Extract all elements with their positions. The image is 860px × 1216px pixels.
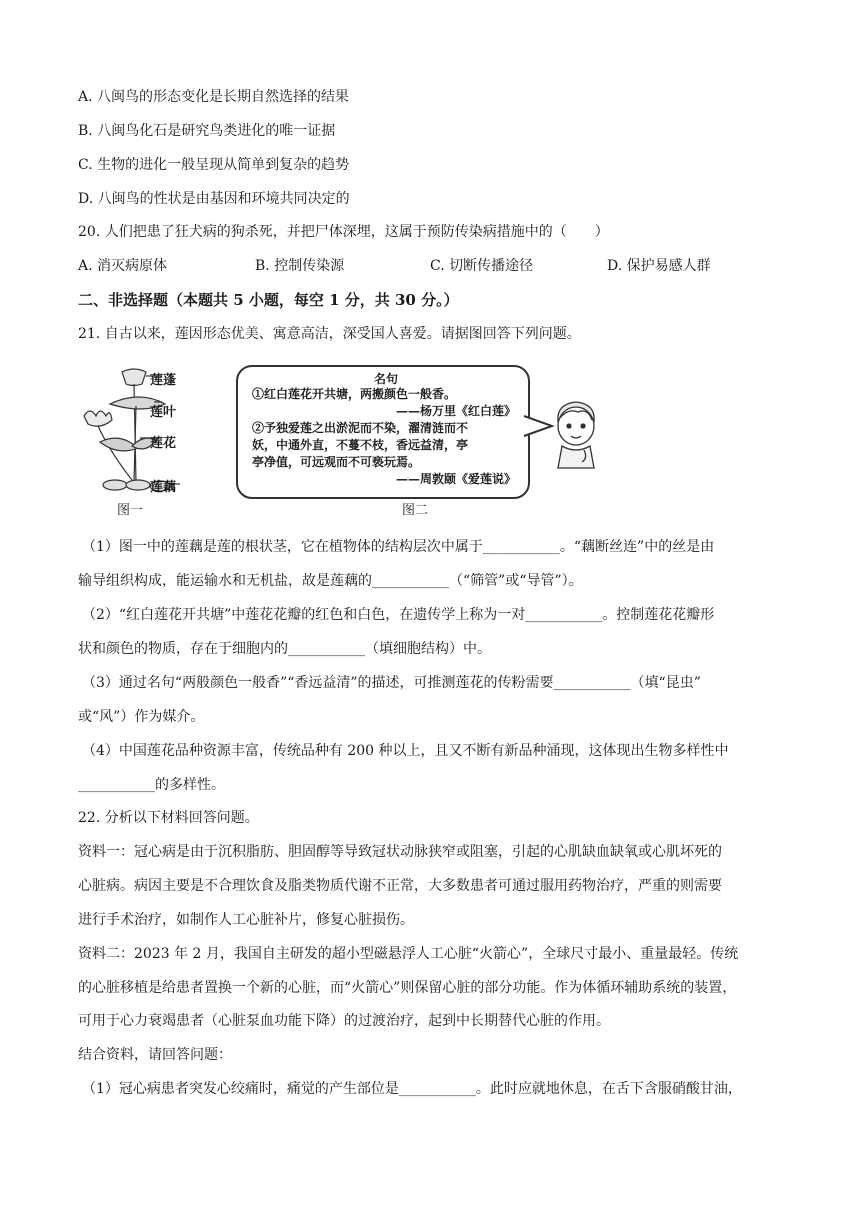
quote-line-4: 妖，中通外直，不蔓不枝，香远益清，亭	[252, 438, 469, 452]
q20-option-c: C. 切断传播途径	[430, 258, 534, 274]
figure2-caption: 图二	[402, 503, 429, 518]
q20-option-a: A. 消灭病原体	[78, 258, 168, 274]
q21-line-6: 或“风”）作为媒介。	[78, 709, 205, 725]
q22-line-5: 资料二：2023 年 2 月，我国自主研发的超小型磁悬浮人工心脏“火箭心”，全球尺寸最小、重量最轻。传统	[78, 946, 739, 962]
q20-option-b: B. 控制传染源	[255, 258, 345, 274]
q22-line-2: 资料一：冠心病是由于沉积脂肪、胆固醇等导致冠状动脉狭窄或阻塞，引起的心肌缺血缺氧或心肌坏死的	[78, 844, 722, 860]
label-seedpod: 莲蓬	[150, 373, 177, 388]
section2-title: 二、非选择题（本题共 5 小题，每空 1 分，共 30 分。）	[78, 291, 459, 309]
label-leaf: 莲叶	[150, 405, 177, 420]
q19-option-d: D. 八闽鸟的性状是由基因和环境共同决定的	[78, 191, 350, 207]
label-flower: 莲花	[150, 436, 177, 451]
q21-line-4: 状和颜色的物质，存在于细胞内的___________（填细胞结构）中。	[78, 641, 491, 657]
q21-line-1: （1）图一中的莲藕是莲的根状茎，它在植物体的结构层次中属于___________。“藕断丝连”中的丝是由	[82, 539, 715, 555]
q22-line-4: 进行手术治疗，如制作人工心脏补片，修复心脏损伤。	[78, 912, 414, 928]
child-icon	[548, 398, 604, 470]
q21-line-3: （2）“红白莲花开共塘”中莲花花瓣的红色和白色，在遗传学上称为一对___________。控制莲花花瓣形	[82, 607, 715, 623]
q22-line-3: 心脏病。病因主要是不合理饮食及脂类物质代谢不正常，大多数患者可通过服用药物治疗，严重的则需要	[78, 878, 722, 894]
q21-line-8: ___________的多样性。	[78, 777, 225, 793]
figure1-caption: 图一	[117, 503, 144, 518]
q21-stem: 21. 自古以来，莲因形态优美、寓意高洁，深受国人喜爱。请据图回答下列问题。	[78, 326, 581, 342]
q22-line-1: 22. 分析以下材料回答问题。	[78, 810, 259, 826]
quote-line-3: ②予独爱莲之出淤泥而不染，濯清涟而不	[252, 421, 469, 435]
q22-line-7: 可用于心力衰竭患者（心脏泵血功能下降）的过渡治疗，起到中长期替代心脏的作用。	[78, 1013, 610, 1029]
q21-line-7: （4）中国莲花品种资源丰富，传统品种有 200 种以上，且又不断有新品种涌现，这体现出生物多样性中	[82, 743, 729, 759]
q19-option-a: A. 八闽鸟的形态变化是长期自然选择的结果	[78, 89, 350, 105]
q19-option-c: C. 生物的进化一般呈现从简单到复杂的趋势	[78, 157, 350, 173]
quote-line-6: ——周敦颐《爱莲说》	[396, 472, 517, 486]
label-rhizome: 莲藕	[150, 480, 177, 495]
q19-option-b: B. 八闽鸟化石是研究鸟类进化的唯一证据	[78, 123, 336, 139]
q22-line-9: （1）冠心病患者突发心绞痛时，痛觉的产生部位是___________。此时应就地休息，在舌下含服硝酸甘油，	[82, 1081, 742, 1097]
quote-line-1: ①红白莲花开共塘，两搬颜色一般香。	[252, 387, 457, 401]
quote-line-5: 亭净值，可远观而不可亵玩焉。	[252, 455, 421, 469]
q22-line-8: 结合资料，请回答问题：	[78, 1047, 232, 1063]
quote-title: 名句	[374, 372, 399, 386]
quote-line-2: ——杨万里《红白莲》	[396, 404, 517, 418]
q20-option-d: D. 保护易感人群	[607, 258, 711, 274]
q20-stem: 20. 人们把患了狂犬病的狗杀死，并把尸体深埋，这属于预防传染病措施中的（ ）	[78, 224, 609, 240]
q21-line-2: 输导组织构成，能运输水和无机盐，故是莲藕的___________（“筛管”或“导管”）。	[78, 573, 583, 589]
q22-line-6: 的心脏移植是给患者置换一个新的心脏，而“火箭心”则保留心脏的部分功能。作为体循环辅助系统的装置，	[78, 980, 737, 996]
q21-line-5: （3）通过名句“两般颜色一般香”“香远益清”的描述，可推测莲花的传粉需要___________（填“昆虫”	[82, 675, 701, 691]
